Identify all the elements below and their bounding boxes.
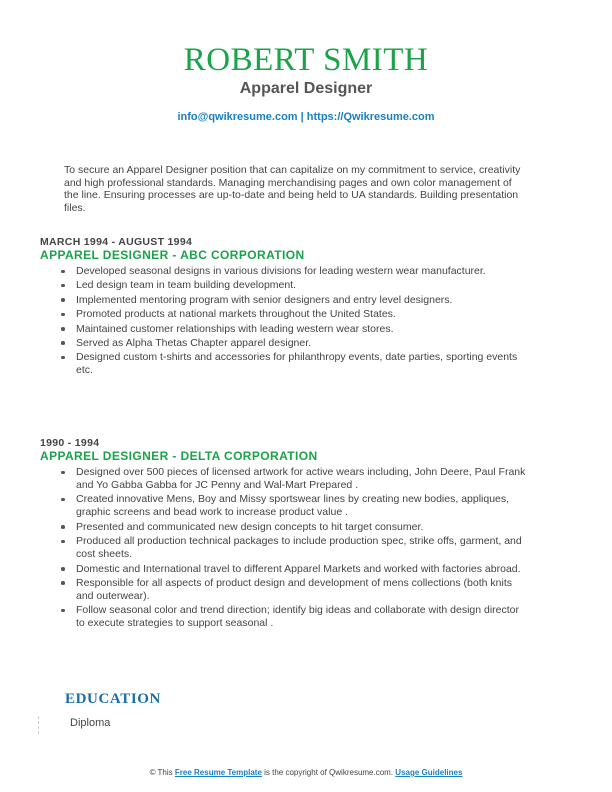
bullet-item: Follow seasonal color and trend direction; identify big ideas and collaborate with design director to execute strategies to support seasonal . (76, 604, 530, 630)
bullet-item: Led design team in team building development. (76, 279, 530, 292)
experience-entry (40, 437, 530, 632)
job-title: APPAREL DESIGNER - ABC CORPORATION (40, 248, 305, 262)
bullet-item: Developed seasonal designs in various divisions for leading western wear manufacturer. (76, 265, 530, 278)
job-dates: 1990 - 1994 (40, 437, 100, 449)
bullet-item: Designed custom t-shirts and accessories for philanthropy events, date parties, sporting events etc. (76, 351, 530, 377)
footer-middle: is the copyright of Qwikresume.com. (264, 768, 394, 777)
education-item: Diploma (70, 717, 111, 729)
bullet-item: Maintained customer relationships with leading western wear stores. (76, 323, 530, 336)
candidate-role: Apparel Designer (239, 80, 373, 97)
experience-entry (40, 236, 530, 379)
education-heading: EDUCATION (65, 691, 161, 707)
bullet-item: Produced all production technical packages to include production spec, strike offs, garment, and cost sheets. (76, 535, 530, 561)
bullet-item: Implemented mentoring program with senior designers and entry level designers. (76, 294, 530, 307)
bullet-item: Created innovative Mens, Boy and Missy sportswear lines by creating new bodies, appliques, graphic screens and bead work to increase product value . (76, 493, 530, 519)
summary-paragraph: To secure an Apparel Designer position that can capitalize on my commitment to service, creativity and high professional standards. Managing merchandising pages and own color management of the line. Ensuring processes are up-to-date and being held to UA standards. Building presentation files. (64, 164, 521, 215)
job-title: APPAREL DESIGNER - DELTA CORPORATION (40, 449, 318, 463)
job-bullets (40, 466, 530, 630)
copyright-footer (0, 768, 612, 777)
bullet-item: Designed over 500 pieces of licensed artwork for active wears including, John Deere, Paul Frank and Yo Gabba Gabba for JC Penny and Wal-Mart Prepared . (76, 466, 530, 492)
education-divider (38, 716, 39, 734)
footer-prefix: © This (149, 768, 173, 777)
job-bullets (40, 265, 530, 377)
bullet-item: Presented and communicated new design concepts to hit target consumer. (76, 521, 530, 534)
free-resume-template-link[interactable]: Free Resume Template (174, 768, 262, 777)
website-link[interactable]: https://Qwikresume.com (306, 111, 435, 123)
contact-separator: | (300, 111, 304, 123)
bullet-item: Promoted products at national markets throughout the United States. (76, 308, 530, 321)
email-link[interactable]: info@qwikresume.com (177, 111, 298, 123)
bullet-item: Responsible for all aspects of product design and development of mens collections (both knits and outerwear). (76, 577, 530, 603)
contact-line (0, 111, 612, 123)
resume-header (0, 42, 612, 99)
job-dates: MARCH 1994 - AUGUST 1994 (40, 236, 193, 248)
candidate-name: ROBERT SMITH (183, 42, 429, 78)
bullet-item: Domestic and International travel to different Apparel Markets and worked with factories abroad. (76, 563, 530, 576)
bullet-item: Served as Alpha Thetas Chapter apparel designer. (76, 337, 530, 350)
usage-guidelines-link[interactable]: Usage Guidelines (395, 768, 463, 777)
